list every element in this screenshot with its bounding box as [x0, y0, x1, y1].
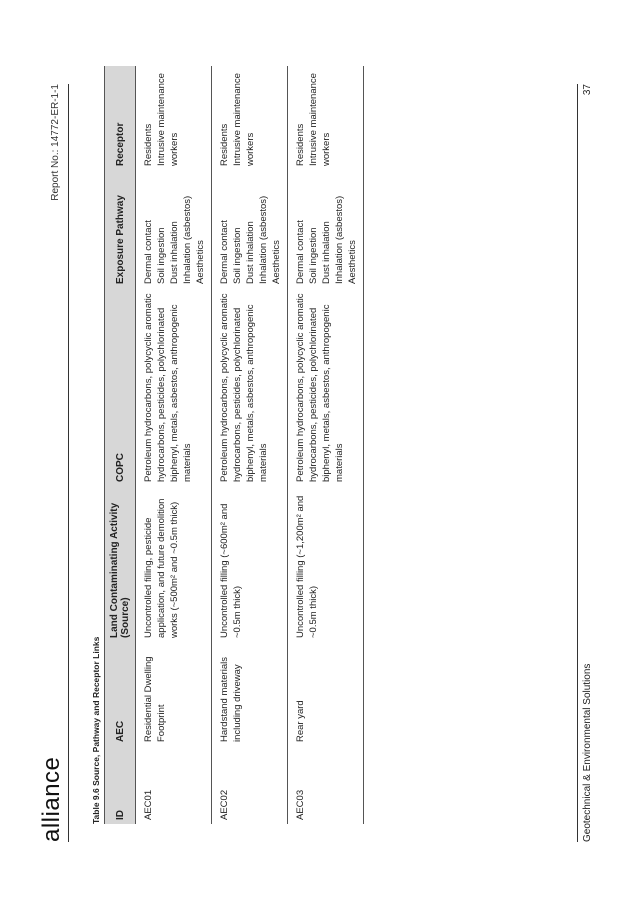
header-source: Land Contaminating Activity (Source): [105, 486, 136, 642]
pathway-item: Soil ingestion: [156, 227, 167, 284]
header-exposure-pathway: Exposure Pathway: [105, 170, 136, 288]
cell-aec: Hardstand materials including driveway: [212, 642, 288, 746]
cell-pathways: [212, 170, 288, 288]
receptor-item: Intrusive maintenance workers: [156, 73, 180, 166]
cell-aec: Rear yard: [288, 642, 364, 746]
cell-copc: Petroleum hydrocarbons, polycyclic aromatic hydrocarbons, pesticides, polychlorinated biphenyl, metals, asbestos, anthropogenic materials: [212, 288, 288, 486]
cell-id: AEC01: [136, 746, 212, 824]
cell-receptors: [136, 66, 212, 170]
pathway-item: Dermal contact: [143, 220, 154, 284]
pathway-item: Soil ingestion: [308, 227, 319, 284]
cell-pathways: [288, 170, 364, 288]
header-divider: [68, 84, 69, 842]
cell-pathways: [136, 170, 212, 288]
report-number: Report No.: 14772-ER-1-1: [50, 84, 61, 201]
pathway-item: Aesthetics: [347, 240, 358, 284]
cell-source: Uncontrolled filling (~1,200m² and ~0.5m thick): [288, 486, 364, 642]
cell-source: Uncontrolled filling (~600m² and ~0.5m thick): [212, 486, 288, 642]
cell-receptors: [288, 66, 364, 170]
source-pathway-receptor-table: [104, 66, 364, 824]
page-number: 37: [582, 84, 593, 96]
cell-source: Uncontrolled filling, pesticide application, and future demolition works (~500m² and ~0.5m thick): [136, 486, 212, 642]
pathway-item: Aesthetics: [271, 240, 282, 284]
header-copc: COPC: [105, 288, 136, 486]
pathway-item: Inhalation (asbestos): [182, 195, 193, 284]
header-aec: AEC: [105, 642, 136, 746]
receptor-item: Residents: [143, 123, 154, 166]
cell-receptors: [212, 66, 288, 170]
table-header-row: [105, 66, 136, 824]
pathway-item: Dust inhalation: [169, 221, 180, 284]
pathway-item: Dermal contact: [295, 220, 306, 284]
cell-copc: Petroleum hydrocarbons, polycyclic aromatic hydrocarbons, pesticides, polychlorinated biphenyl, metals, asbestos, anthropogenic materials: [288, 288, 364, 486]
receptor-item: Intrusive maintenance workers: [232, 73, 256, 166]
footer-divider: [577, 84, 578, 842]
header-id: ID: [105, 746, 136, 824]
pathway-item: Inhalation (asbestos): [334, 195, 345, 284]
receptor-item: Residents: [295, 123, 306, 166]
table-row: [212, 66, 288, 824]
pathway-item: Dust inhalation: [321, 221, 332, 284]
table-row: [136, 66, 212, 824]
cell-copc: Petroleum hydrocarbons, polycyclic aromatic hydrocarbons, pesticides, polychlorinated biphenyl, metals, asbestos, anthropogenic materials: [136, 288, 212, 486]
pathway-item: Dermal contact: [219, 220, 230, 284]
receptor-item: Residents: [219, 123, 230, 166]
header-receptor: Receptor: [105, 66, 136, 170]
pathway-item: Aesthetics: [195, 240, 206, 284]
company-logo: alliance: [38, 756, 65, 842]
pathway-item: Inhalation (asbestos): [258, 195, 269, 284]
table-row: [288, 66, 364, 824]
cell-id: AEC02: [212, 746, 288, 824]
receptor-item: Intrusive maintenance workers: [308, 73, 332, 166]
table-caption: Table 9.6 Source, Pathway and Receptor Links: [91, 636, 101, 824]
pathway-item: Soil ingestion: [232, 227, 243, 284]
cell-aec: Residential Dwelling Footprint: [136, 642, 212, 746]
cell-id: AEC03: [288, 746, 364, 824]
pathway-item: Dust inhalation: [245, 221, 256, 284]
footer-company: Geotechnical & Environmental Solutions: [582, 663, 593, 842]
